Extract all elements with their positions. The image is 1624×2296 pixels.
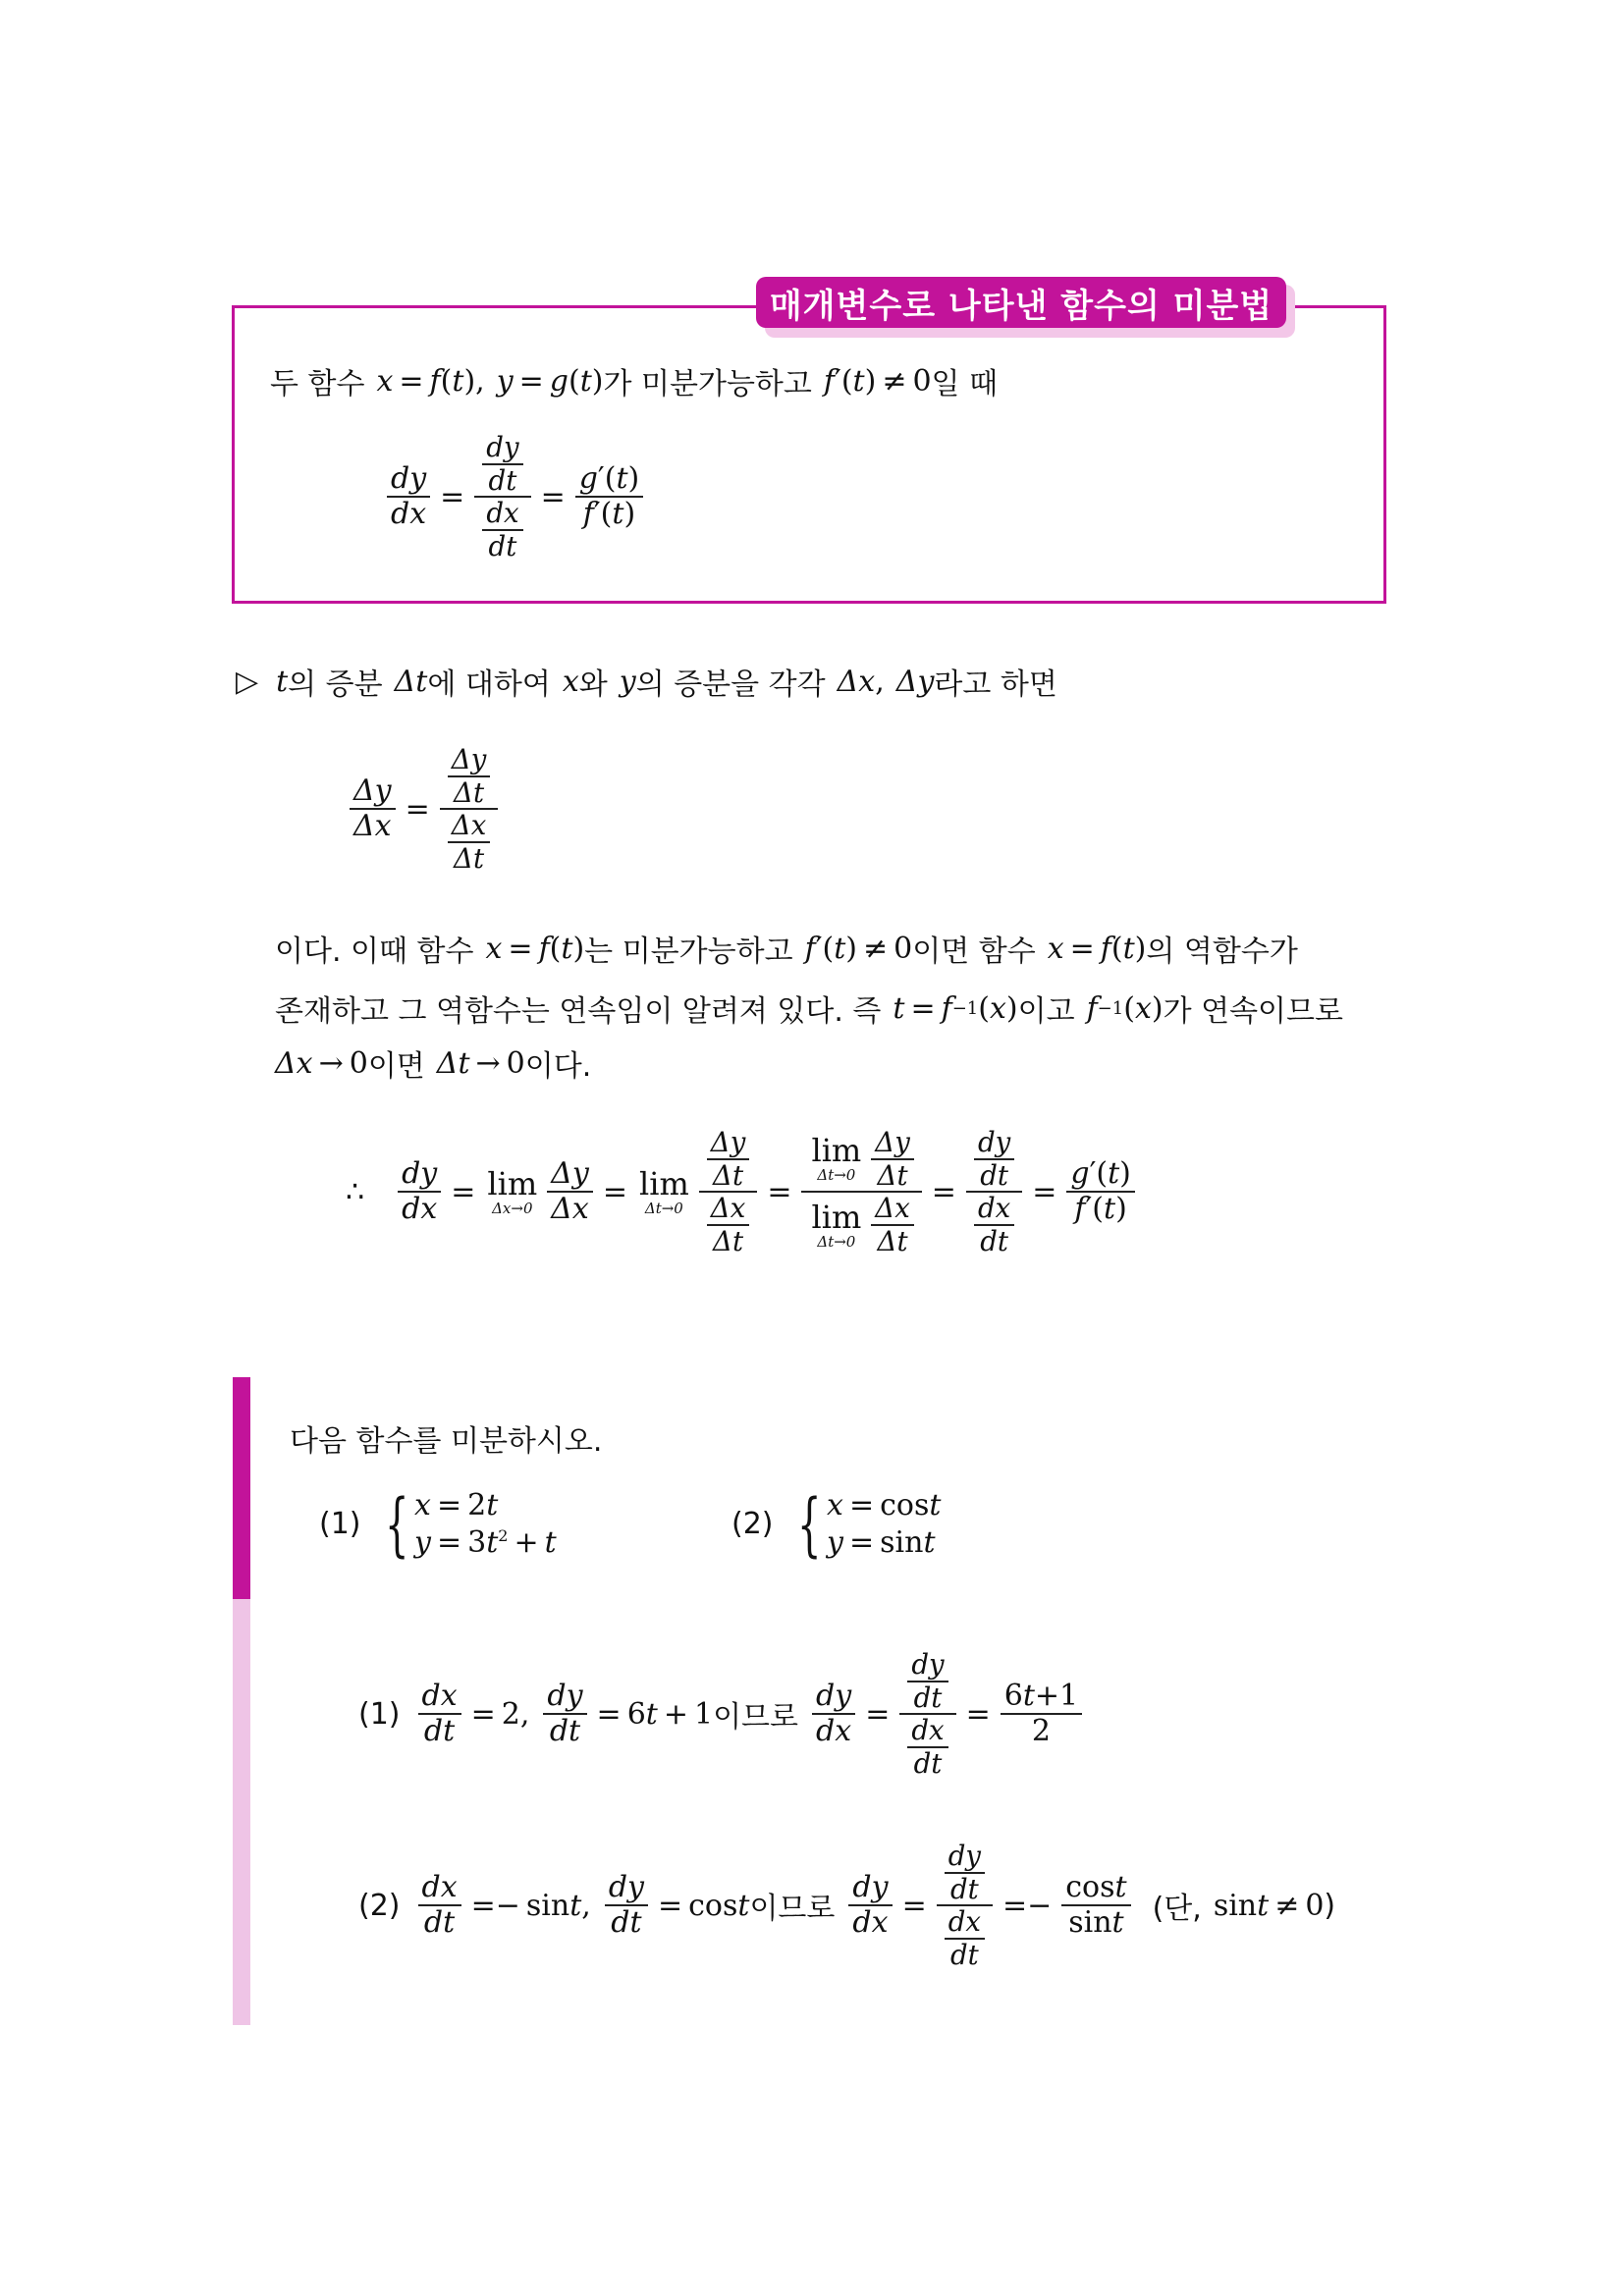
- condition-open: (단,: [1152, 1892, 1202, 1927]
- p3-a: 이면: [367, 1049, 425, 1084]
- triangle-icon: ▷: [236, 664, 259, 699]
- limit-derivation: ∴ $\frac{dy}{dx}$ = lim Δx→0 $\frac{\Delta y}{\Delta x}$ = lim Δt→0 $\frac{\frac{\Delta y}{\Delta t}}{\frac{\Delta x}{\Delta t}}$ = lim Δt→0 $\frac{\Delta y}{\Delta t}$ lim Δt→0 $\frac{\Delta x}{\Delta t}$ = $\frac{\frac{dy}{dt}}{\frac{dx}{dt}}$ = $\frac{g'(t)}{f'(t)}$: [346, 1127, 1139, 1257]
- solution-1-text: 이므로: [713, 1700, 799, 1735]
- problem-instruction: [290, 1416, 602, 1460]
- intro-text-a: 두 함수: [270, 367, 365, 401]
- paragraph-line-3: Δx → 0 이면 Δt → 0 이다.: [275, 1041, 591, 1085]
- problem-accent-bar: [233, 1377, 250, 1599]
- line1-a: 의 증분: [288, 667, 383, 702]
- problem-2: (2) { x = cost y = sint: [731, 1483, 942, 1565]
- derivation-intro: ▷ t 의 증분 Δt 에 대하여 x 와 y 의 증분을 각각 Δx , Δy 라고 하면: [236, 660, 1057, 703]
- p1-a: 이다. 이때 함수: [275, 934, 474, 969]
- p2-b: 이고: [1017, 994, 1075, 1029]
- problem-1-label: (1): [319, 1507, 361, 1541]
- p1-b: 는 미분가능하고: [584, 934, 793, 969]
- paragraph-line-1: 이다. 이때 함수 x = f ( t ) 는 미분가능하고 f ′( t ) ≠ 0 이면 함수 x = f ( t ) 의 역함수가: [275, 927, 1298, 970]
- line1-b: 에 대하여: [427, 667, 551, 702]
- therefore-symbol: ∴: [346, 1174, 365, 1209]
- box-formula: $\frac{dy}{dx}$ = $\frac{\frac{dy}{dt}}{\frac{dx}{dt}}$ = $\frac{g'(t)}{f'(t)}$: [383, 432, 647, 562]
- problem-1: (1) { x = 2t $y = 3t^2 + t$: [319, 1483, 557, 1565]
- line1-d: 의 증분을 각각: [635, 667, 826, 702]
- solution-2-label: (2): [358, 1888, 401, 1923]
- p1-d: 의 역함수가: [1146, 934, 1298, 969]
- line1-e: 라고 하면: [934, 667, 1057, 702]
- p3-b: 이다.: [524, 1049, 592, 1084]
- box-intro-line: 두 함수 x = f ( t ), y = g ( t ) 가 미분가능하고 f ′( t ) ≠ 0 일 때: [270, 359, 998, 402]
- solution-1-label: (1): [358, 1696, 401, 1732]
- p2-c: 가 연속이므로: [1163, 994, 1343, 1029]
- instruction-text: 다음 함수를 미분하시오.: [290, 1424, 603, 1459]
- box-title: 매개변수로 나타낸 함수의 미분법: [756, 277, 1286, 328]
- intro-text-b: 가 미분가능하고: [603, 367, 812, 401]
- line1-c: 와: [578, 667, 608, 702]
- condition-close: ): [1324, 1888, 1336, 1923]
- delta-ratio-formula: $\frac{\Delta y}{\Delta x}$ = $\frac{\frac{\Delta y}{\Delta t}}{\frac{\Delta x}{\Delta t}}$: [346, 744, 502, 875]
- solution-1: (1) $\frac{dx}{dt}$ = 2, $\frac{dy}{dt}$ = 6 t + 1 이므로 $\frac{dy}{dx}$ = $\frac{\frac{dy}{dt}}{\frac{dx}{dt}}$ = $\frac{6t+1}{2}$: [358, 1649, 1086, 1780]
- p1-c: 이면 함수: [912, 934, 1036, 969]
- intro-text-c: 일 때: [931, 367, 999, 401]
- solution-accent-bar: [233, 1599, 250, 2025]
- solution-2: (2) $\frac{dx}{dt}$ =− sin t , $\frac{dy}{dt}$ = cos t 이므로 $\frac{dy}{dx}$ = $\frac{\frac{dy}{dt}}{\frac{dx}{dt}}$ =− $\frac{\cos t}{\sin t}$ (단, sin t ≠ 0 ): [358, 1840, 1336, 1972]
- paragraph-line-2: 존재하고 그 역함수는 연속임이 알려져 있다. 즉 t = f −1 ( x ) 이고 f −1 ( x ) 가 연속이므로: [275, 987, 1343, 1030]
- p2-a: 존재하고 그 역함수는 연속임이 알려져 있다. 즉: [275, 994, 882, 1029]
- problem-2-label: (2): [731, 1507, 774, 1541]
- solution-2-text: 이므로: [749, 1892, 836, 1927]
